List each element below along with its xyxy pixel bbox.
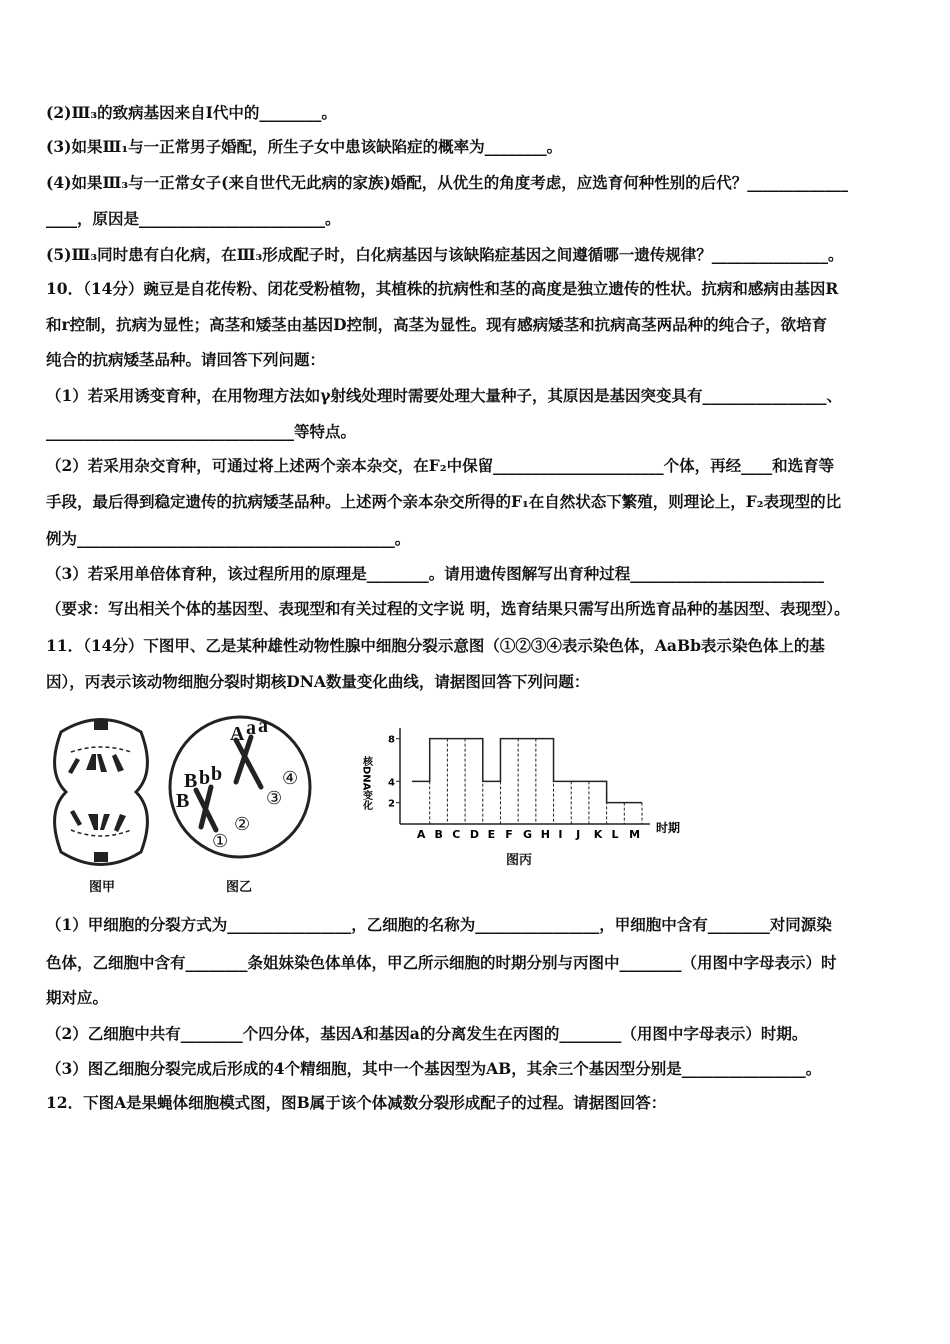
dna-line bbox=[412, 739, 642, 803]
x-tick-label: I bbox=[558, 828, 563, 841]
chromosome-label: ③ bbox=[266, 788, 283, 809]
y-tick-label: 4 bbox=[388, 777, 395, 789]
gene-label: b bbox=[199, 767, 211, 789]
x-tick-label: J bbox=[576, 828, 581, 841]
chart-xlabel: 时期 bbox=[656, 821, 681, 835]
x-tick-label: H bbox=[540, 828, 550, 841]
text-line: 12．下图A是果蝇体细胞模式图，图B属于该个体减数分裂形成配子的过程。请据图回答： bbox=[46, 1093, 667, 1112]
x-tick-label: M bbox=[629, 828, 641, 841]
x-tick-label: F bbox=[505, 828, 513, 841]
gene-label: b bbox=[211, 763, 223, 785]
text-line: （2）若采用杂交育种，可通过将上述两个亲本杂交，在F₂中保留______________________个体，再经____和选育等 bbox=[46, 456, 835, 475]
text-line: （1）甲细胞的分裂方式为________________，乙细胞的名称为________________，甲细胞中含有________对同源染 bbox=[46, 915, 832, 934]
gene-label: A bbox=[230, 723, 245, 745]
chromosome-label: ② bbox=[234, 814, 251, 835]
text-line: ________________________________等特点。 bbox=[46, 422, 357, 441]
x-tick-label: L bbox=[611, 828, 619, 841]
figure-yi-caption: 图乙 bbox=[226, 880, 253, 895]
text-line: （1）若采用诱变育种，在用物理方法如γ射线处理时需要处理大量种子，其原因是基因突变具有________________、 bbox=[46, 386, 843, 405]
text-line: 手段，最后得到稳定遗传的抗病矮茎品种。上述两个亲本杂交所得的F₁在自然状态下繁殖，则理论上，F₂表现型的比 bbox=[46, 492, 842, 511]
figure-jia-caption: 图甲 bbox=[89, 880, 116, 895]
gene-label: a bbox=[246, 717, 256, 739]
text-line: （3）若采用单倍体育种，该过程所用的原理是________。请用遗传图解写出育种过程_________________________ bbox=[46, 564, 825, 583]
gene-label: B bbox=[184, 770, 198, 792]
text-line: （2）乙细胞中共有________个四分体，基因A和基因a的分离发生在丙图的________（用图中字母表示）时期。 bbox=[46, 1024, 808, 1043]
x-tick-label: C bbox=[452, 828, 461, 841]
text-line: 11．（14分）下图甲、乙是某种雄性动物性腺中细胞分裂示意图（①②③④表示染色体，AaBb表示染色体上的基 bbox=[46, 636, 825, 655]
chromosome-label: ④ bbox=[282, 768, 299, 789]
chart-ylabel: 核DNA变化 bbox=[360, 756, 372, 811]
text-line: （3）图乙细胞分裂完成后形成的4个精细胞，其中一个基因型为AB，其余三个基因型分别是________________。 bbox=[46, 1059, 822, 1078]
text-line: 期对应。 bbox=[46, 988, 109, 1007]
text-line: （要求：写出相关个体的基因型、表现型和有关过程的文字说 明，选育结果只需写出所选育品种的基因型、表现型）。 bbox=[46, 599, 850, 618]
x-tick-label: D bbox=[469, 828, 480, 841]
figure-bing-caption: 图丙 bbox=[506, 853, 533, 868]
text-line: (5)Ⅲ₃同时患有白化病，在Ⅲ₃形成配子时，白化病基因与该缺陷症基因之间遵循哪一遗传规律？_______________。 bbox=[46, 245, 844, 264]
x-tick-label: K bbox=[593, 828, 603, 841]
x-tick-label: G bbox=[523, 828, 533, 841]
y-tick-label: 2 bbox=[388, 798, 395, 810]
chromosome-label: ① bbox=[212, 831, 229, 852]
text-line: 和r控制，抗病为显性；高茎和矮茎由基因D控制，高茎为显性。现有感病矮茎和抗病高茎两品种的纯合子，欲培育 bbox=[46, 315, 828, 334]
text-line: 色体，乙细胞中含有________条姐妹染色体单体，甲乙所示细胞的时期分别与丙图中________（用图中字母表示）时 bbox=[46, 953, 837, 972]
text-line: 例为_________________________________________。 bbox=[46, 529, 411, 548]
figure-jia bbox=[46, 712, 156, 872]
text-line: 纯合的抗病矮茎品种。请回答下列问题： bbox=[46, 350, 326, 369]
text-line: (3)如果Ⅲ₁与一正常男子婚配，所生子女中患该缺陷症的概率为________。 bbox=[46, 137, 563, 156]
text-line: (2)Ⅲ₃的致病基因来自Ⅰ代中的________。 bbox=[46, 103, 337, 122]
text-line: ____，原因是________________________。 bbox=[46, 209, 341, 228]
x-tick-label: E bbox=[487, 828, 496, 841]
x-tick-label: B bbox=[434, 828, 443, 841]
text-line: 因），丙表示该动物细胞分裂时期核DNA数量变化曲线，请据图回答下列问题： bbox=[46, 672, 590, 691]
gene-label: B bbox=[176, 790, 190, 812]
figure-bing-chart bbox=[360, 716, 690, 866]
y-tick-label: 8 bbox=[388, 734, 395, 746]
text-line: (4)如果Ⅲ₃与一正常女子(来自世代无此病的家族)婚配，从优生的角度考虑，应选育何种性别的后代？_____________ bbox=[46, 173, 849, 192]
text-line: 10．（14分）豌豆是自花传粉、闭花受粉植物，其植株的抗病性和茎的高度是独立遗传的性状。抗病和感病由基因R bbox=[46, 279, 839, 298]
x-tick-label: A bbox=[416, 828, 426, 841]
gene-label: a bbox=[258, 715, 268, 737]
figure-yi bbox=[166, 712, 314, 862]
